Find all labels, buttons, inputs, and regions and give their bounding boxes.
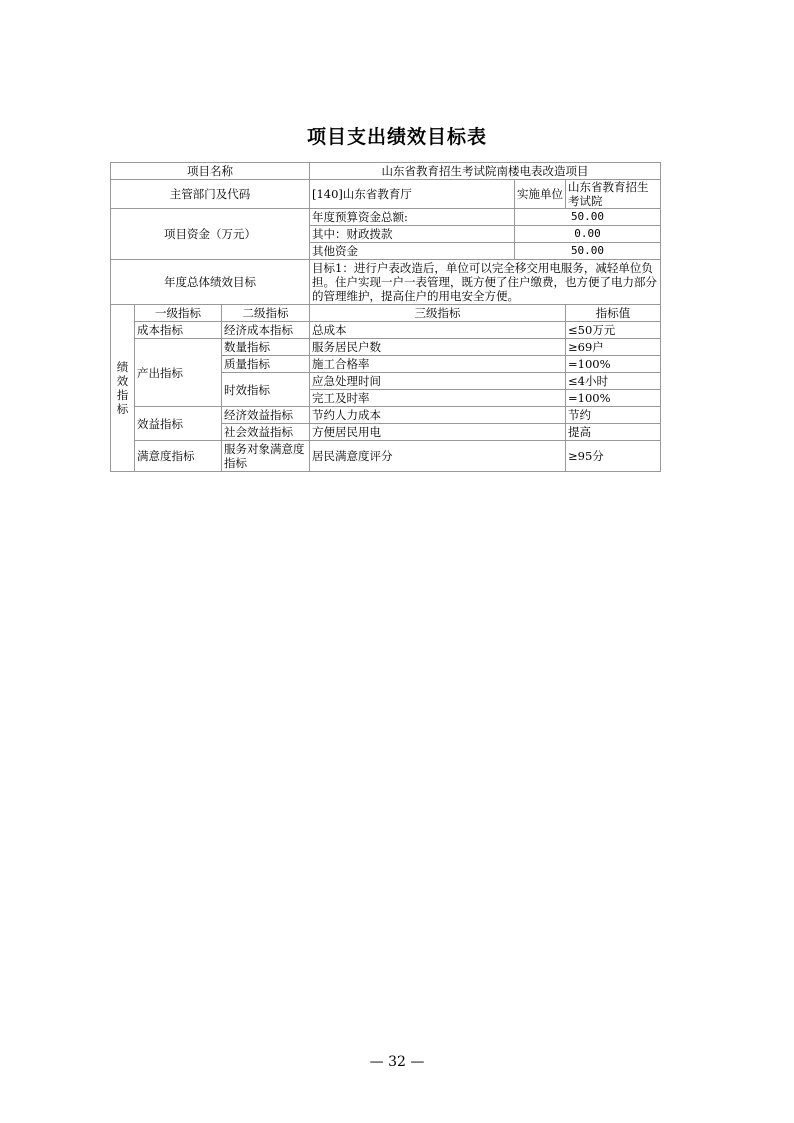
time-value-a: ≤4小时: [566, 373, 661, 390]
section-char: 效: [116, 374, 129, 388]
goal-label: 年度总体绩效目标: [111, 260, 310, 305]
impl-label: 实施单位: [515, 180, 566, 209]
funds-other-label: 其他资金: [310, 243, 515, 260]
social-level3: 方便居民用电: [310, 424, 566, 441]
dept-value: [140]山东省教育厅: [310, 180, 515, 209]
satisfaction-value: ≥95分: [566, 441, 661, 472]
satisfaction-level3: 居民满意度评分: [310, 441, 566, 472]
page-title: 项目支出绩效目标表: [306, 126, 487, 148]
dept-label: 主管部门及代码: [111, 180, 310, 209]
time-level3-b: 完工及时率: [310, 390, 566, 407]
dept-row: [111, 180, 661, 209]
funds-fiscal-label: 其中：财政拨款: [310, 226, 515, 243]
benefit-econ-row: [111, 407, 661, 424]
output-level1: 产出指标: [135, 339, 222, 407]
econ-level3: 节约人力成本: [310, 407, 566, 424]
cost-level1: 成本指标: [135, 322, 222, 339]
time-value-b: =100%: [566, 390, 661, 407]
satisfaction-level1: 满意度指标: [135, 441, 222, 472]
quality-level3: 施工合格率: [310, 356, 566, 373]
funds-total-value: 50.00: [515, 209, 661, 226]
project-name-value: 山东省教育招生考试院南楼电表改造项目: [310, 163, 661, 180]
section-char: 绩: [116, 360, 129, 374]
impl-value: 山东省教育招生考试院: [566, 180, 661, 209]
section-char: 指: [116, 388, 129, 402]
header-level3: 三级指标: [310, 305, 566, 322]
funds-fiscal-value: 0.00: [515, 226, 661, 243]
funds-label: 项目资金（万元）: [111, 209, 310, 260]
goal-text: 目标1：进行户表改造后，单位可以完全移交用电服务，减轻单位负担。住户实现一户一表管理，既方便了住户缴费，也方便了电力部分的管理维护，提高住户的用电安全方便。: [310, 260, 661, 305]
econ-value: 节约: [566, 407, 661, 424]
cost-value: ≤50万元: [566, 322, 661, 339]
quantity-value: ≥69户: [566, 339, 661, 356]
social-value: 提高: [566, 424, 661, 441]
benefit-level1: 效益指标: [135, 407, 222, 441]
social-level2: 社会效益指标: [222, 424, 310, 441]
satisfaction-row: [111, 441, 661, 472]
project-name-label: 项目名称: [111, 163, 310, 180]
cost-level3: 总成本: [310, 322, 566, 339]
econ-level2: 经济效益指标: [222, 407, 310, 424]
performance-table: [110, 162, 661, 472]
quantity-level3: 服务居民户数: [310, 339, 566, 356]
quantity-level2: 数量指标: [222, 339, 310, 356]
output-quantity-row: [111, 339, 661, 356]
page-number: — 32 —: [369, 1054, 425, 1070]
indicator-section-label: [111, 305, 135, 472]
section-char: 标: [116, 402, 129, 416]
funds-total-label: 年度预算资金总额:: [310, 209, 515, 226]
quality-level2: 质量指标: [222, 356, 310, 373]
cost-row: [111, 322, 661, 339]
indicator-header-row: [111, 305, 661, 322]
satisfaction-level2: 服务对象满意度指标: [222, 441, 310, 472]
funds-other-value: 50.00: [515, 243, 661, 260]
cost-level2: 经济成本指标: [222, 322, 310, 339]
header-level2: 二级指标: [222, 305, 310, 322]
project-name-row: [111, 163, 661, 180]
time-level3-a: 应急处理时间: [310, 373, 566, 390]
time-level2: 时效指标: [222, 373, 310, 407]
header-value: 指标值: [566, 305, 661, 322]
funds-total-row: [111, 209, 661, 226]
quality-value: =100%: [566, 356, 661, 373]
goal-row: [111, 260, 661, 305]
header-level1: 一级指标: [135, 305, 222, 322]
